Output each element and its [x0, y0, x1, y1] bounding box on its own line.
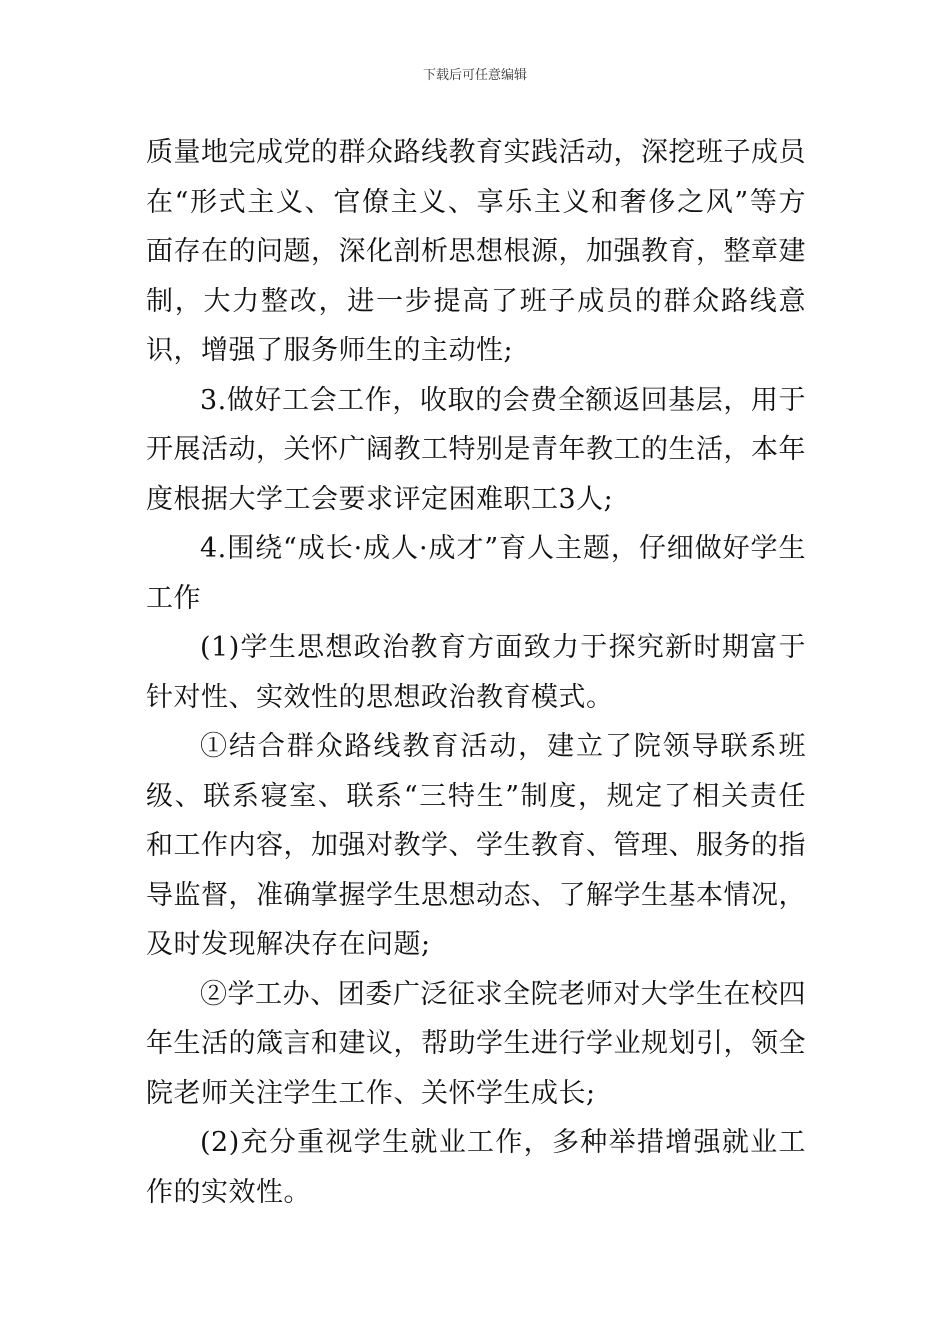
paragraph-1: 质量地完成党的群众路线教育实践活动，深挖班子成员在“形式主义、官僚主义、享乐主义和奢侈之风”等方面存在的问题，深化剖析思想根源，加强教育，整章建制，大力整改，进一步提高了班子成员的群众路线意识，增强了服务师生的主动性;	[146, 137, 806, 366]
page-header: 下载后可任意编辑	[422, 68, 527, 83]
paragraph-5: ①结合群众路线教育活动，建立了院领导联系班级、联系寝室、联系“三特生”制度，规定了相关责任和工作内容，加强对教学、学生教育、管理、服务的指导监督，准确掌握学生思想动态、了解学生基本情况，及时发现解决存在问题;	[146, 731, 806, 960]
paragraph-3: 4.围绕“成长·成人·成才”育人主题，仔细做好学生工作	[146, 533, 806, 614]
paragraph-6: ②学工办、团委广泛征求全院老师对大学生在校四年生活的箴言和建议，帮助学生进行学业规划引，领全院老师关注学生工作、关怀学生成长;	[146, 978, 806, 1109]
paragraph-7: (2)充分重视学生就业工作，多种举措增强就业工作的实效性。	[146, 1127, 806, 1208]
paragraph-4: (1)学生思想政治教育方面致力于探究新时期富于针对性、实效性的思想政治教育模式。	[146, 632, 806, 713]
paragraph-2: 3.做好工会工作，收取的会费全额返回基层，用于开展活动，关怀广阔教工特别是青年教工的生活，本年度根据大学工会要求评定困难职工3人;	[146, 384, 806, 515]
document-body	[146, 128, 806, 1217]
